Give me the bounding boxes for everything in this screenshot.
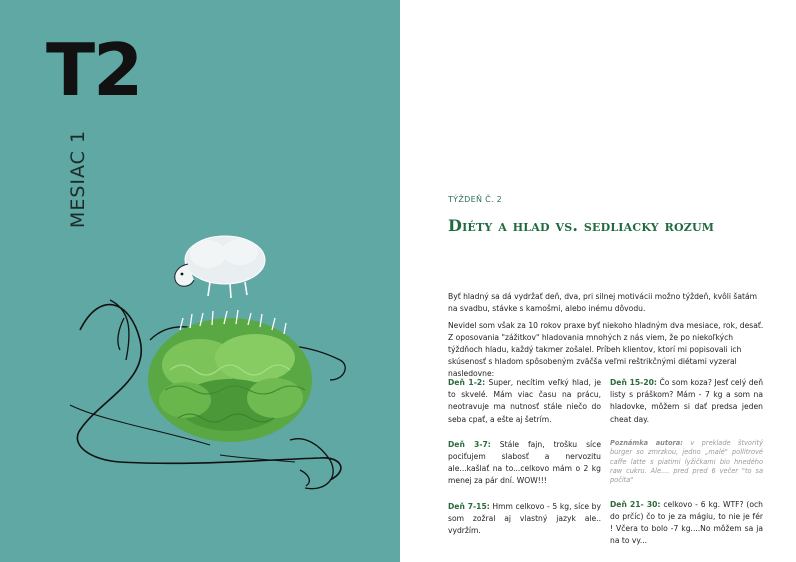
diary-day-label: Deň 21- 30:	[610, 499, 661, 509]
diary-column-left	[448, 377, 601, 550]
diary-entry	[448, 439, 601, 488]
diary-entry	[448, 501, 601, 538]
right-page	[400, 0, 796, 562]
diary-day-label: Deň 3-7:	[448, 439, 491, 449]
sheep-lettuce-illustration	[40, 230, 400, 520]
author-note-text: v preklade štvoritý burger so zmrzkou, jedno „malé" pollitrové caffe latte s piatimi lyžičkami bio hnedého raw cukru. Ale.... pred pred 6 večer "to sa počíta"	[610, 438, 763, 485]
month-label: MESIAC 1	[67, 129, 89, 229]
intro-paragraph-2: Nevidel som však za 10 rokov praxe byť niekoho hladným dva mesiace, rok, desať. Z oposovania "zážitkov" hladovania mnohých z nás viem, že po niekoľkých týždňoch hladu, každý takmer zošalel. Príbeh klientov, ktorí mi popisovali ich skúsenosť s hladom spôsobeným zväčša veľmi reštrikčnými diétami vyzeral nasledovne:	[448, 321, 764, 378]
diary-text: Stále fajn, trošku síce pociťujem slabosť a nervozitu ale...kašlať na to...celkovo mám o 2 kg menej za pár dní. WOW!!!	[448, 439, 601, 486]
diary-text: Hmm celkovo - 5 kg, síce by som zožral aj vlastný jazyk ale.. vydržím.	[448, 501, 601, 536]
section-code: T2	[46, 28, 142, 112]
diary-entry	[448, 377, 601, 426]
intro-paragraph-1: Byť hladný sa dá vydržať deň, dva, pri silnej motivácii možno týždeň, kvôli šatám na svadbu, stávke s kamošmi, alebo inému dôvodu.	[448, 292, 758, 313]
diary-day-label: Deň 1-2:	[448, 378, 486, 387]
diary-day-label: Deň 7-15:	[448, 501, 490, 511]
sheep-drawing	[175, 236, 265, 298]
author-note	[610, 439, 763, 486]
diary-entry	[610, 499, 763, 548]
diary-text: Čo som koza? Jesť celý deň listy s práškom? Mám - 7 kg a som na hladovke, môžem si dať predsa jeden cheat day.	[610, 378, 764, 424]
week-kicker: TÝŽDEŇ Č. 2	[448, 195, 503, 204]
diary-text: Super, necítim veľký hlad, je to skvelé. Mám viac času na prácu, neotravuje ma nutnosť stále niečo do seba cpať, a ešte aj šetrím.	[448, 378, 601, 424]
diary-text: celkovo - 6 kg. WTF? (och do prčíc) čo to je za mágiu, to nie je fér ! Včera to bolo -7 kg....No môžem sa ja na to vy...	[610, 499, 763, 546]
author-note-label: Poznámka autora:	[610, 438, 683, 447]
diary-column-right	[610, 377, 763, 561]
lettuce-image	[148, 310, 312, 442]
article-title: Diéty a hlad vs. sedliacky rozum	[448, 216, 715, 235]
diary-day-label: Deň 15-20:	[610, 378, 657, 387]
diary-entry	[610, 377, 763, 426]
